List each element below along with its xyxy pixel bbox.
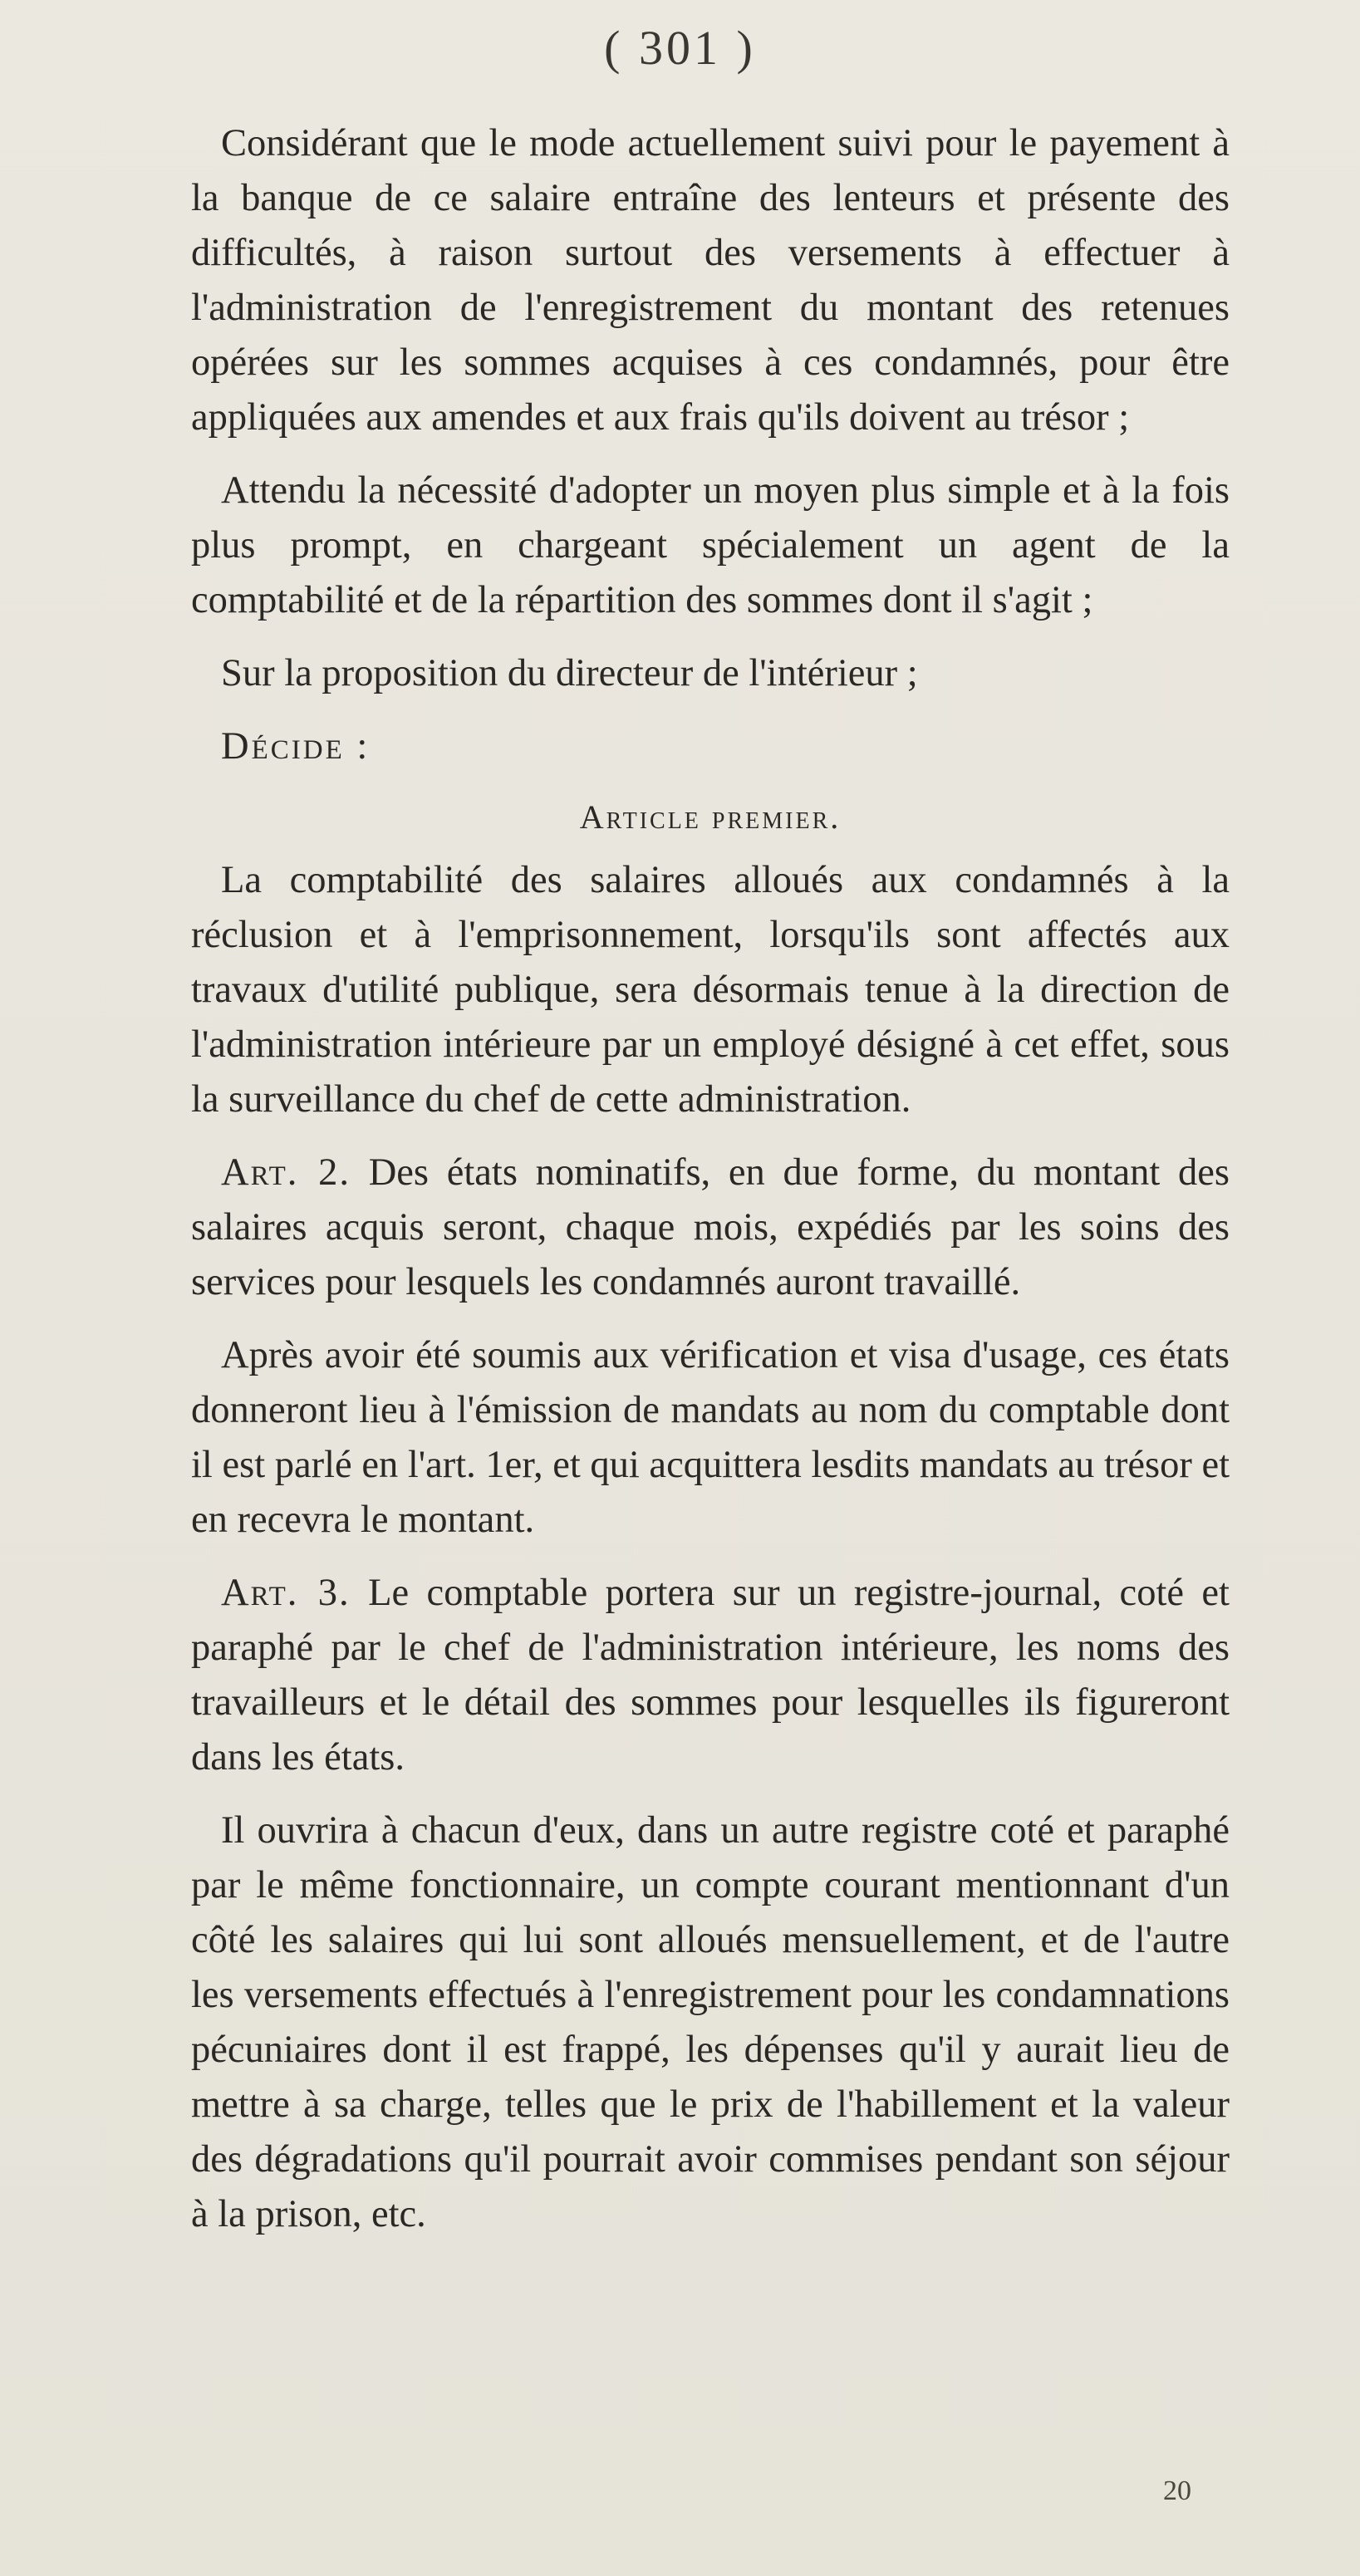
paragraph-attendu: Attendu la nécessité d'adopter un moyen plus simple et à la fois plus prompt, en chargeant spécialement un agent de la comptabilité et de la répartition des sommes dont il s'agit ; xyxy=(191,469,1230,621)
paragraph-article-1: La comptabilité des salaires alloués aux condamnés à la réclusion et à l'emprisonnement, lorsqu'ils sont affectés aux travaux d'utilité publique, sera désormais tenue à la direction de l'administration intérieure par un employé désigné à cet effet, sous la surveillance du chef de cette administration. xyxy=(191,859,1230,1121)
decide-heading: Décide : xyxy=(221,725,371,768)
paragraph-il-ouvrira: Il ouvrira à chacun d'eux, dans un autre registre coté et paraphé par le même fonctionnaire, un compte courant mentionnant d'un côté les salaires qui lui sont alloués mensuellement, et de l'autre les versements effectués à l'enregistrement pour les condamnations pécuniaires dont il est frappé, les dépenses qu'il y aurait lieu de mettre à sa charge, telles que le prix de l'habillement et la valeur des dégradations qu'il pourrait avoir commises pendant son séjour à la prison, etc. xyxy=(191,1809,1230,2235)
article-3-body: Le comptable portera sur un registre-journal, coté et paraphé par le chef de l'administration intérieure, les noms des travailleurs et le détail des sommes pour lesquelles ils figureront dans les états. xyxy=(191,1572,1230,1779)
article-premier-heading: Article premier. xyxy=(579,798,842,836)
page-number: ( 301 ) xyxy=(604,21,756,75)
paragraph-apres: Après avoir été soumis aux vérification et visa d'usage, ces états donneront lieu à l'émission de mandats au nom du comptable dont il est parlé en l'art. 1er, et qui acquittera lesdits mandats au trésor et en recevra le montant. xyxy=(191,1334,1230,1541)
paragraph-proposition: Sur la proposition du directeur de l'intérieur ; xyxy=(221,652,918,694)
paragraph-considerant: Considérant que le mode actuellement suivi pour le payement à la banque de ce salaire entraîne des lenteurs et présente des difficultés, à raison surtout des versements à effectuer à l'administration de l'enregistrement du montant des retenues opérées sur les sommes acquises à ces condamnés, pour être appliquées aux amendes et aux frais qu'ils doivent au trésor ; xyxy=(191,122,1230,439)
article-3-label: Art. 3. xyxy=(221,1572,351,1614)
article-2-label: Art. 2. xyxy=(221,1151,351,1194)
paragraph-article-3 xyxy=(191,1566,1230,1785)
paragraph-article-2 xyxy=(191,1146,1230,1310)
text-block xyxy=(191,116,1230,2242)
signature-mark: 20 xyxy=(1163,2475,1191,2506)
article-2-body: Des états nominatifs, en due forme, du montant des salaires acquis seront, chaque mois, expédiés par les soins des services pour lesquels les condamnés auront travaillé. xyxy=(191,1151,1230,1303)
